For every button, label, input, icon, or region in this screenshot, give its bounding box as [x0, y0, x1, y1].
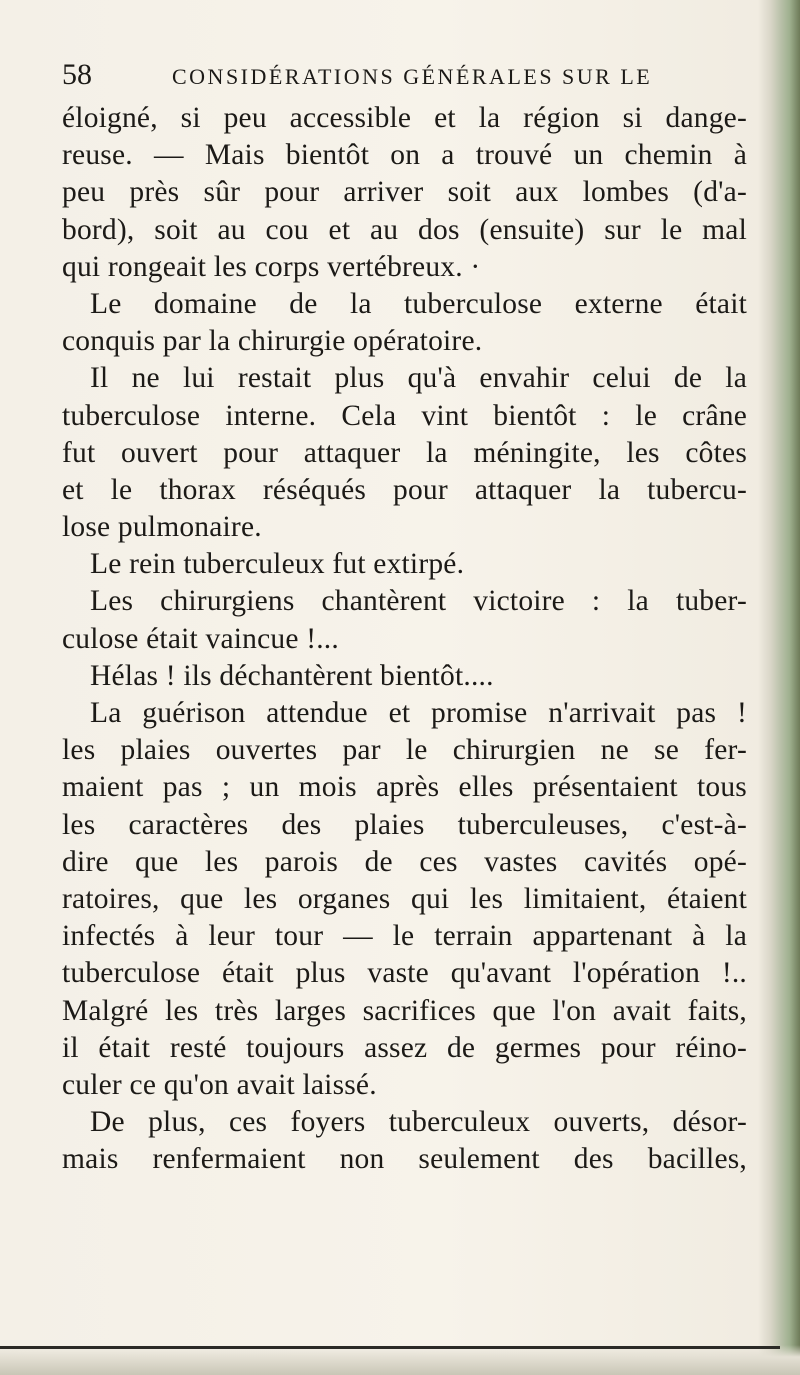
text-line: bord), soit au cou et au dos (ensuite) sur le mal	[62, 213, 747, 246]
text-line: culer ce qu'on avait laissé.	[62, 1068, 377, 1101]
text-line: reuse. — Mais bientôt on a trouvé un chemin à	[62, 139, 747, 172]
page-bottom-line	[0, 1346, 780, 1349]
text-line: les caractères des plaies tuberculeuses, c'est-à-	[62, 808, 747, 841]
text-line: tuberculose interne. Cela vint bientôt : le crâne	[62, 399, 747, 432]
page-header	[62, 58, 762, 92]
text-line: Malgré les très larges sacrifices que l'on avait faits,	[62, 994, 747, 1027]
text-line: Les chirurgiens chantèrent victoire : la tuber-	[90, 585, 747, 618]
text-line: ratoires, que les organes qui les limitaient, étaient	[62, 882, 747, 915]
text-line: Le domaine de la tuberculose externe était	[90, 287, 747, 320]
running-head: CONSIDÉRATIONS GÉNÉRALES SUR LE	[172, 64, 653, 89]
text-line: Hélas ! ils déchantèrent bientôt....	[90, 659, 494, 692]
text-line: Le rein tuberculeux fut extirpé.	[90, 548, 465, 581]
text-line: peu près sûr pour arriver soit aux lombes (d'a-	[62, 176, 747, 209]
text-line: Il ne lui restait plus qu'à envahir celui de la	[90, 362, 747, 395]
text-line: dire que les parois de ces vastes cavités opé-	[62, 845, 747, 878]
text-line: lose pulmonaire.	[62, 511, 262, 544]
text-line: il était resté toujours assez de germes pour réino-	[62, 1031, 747, 1064]
page-edge-shadow	[758, 0, 800, 1375]
text-line: conquis par la chirurgie opératoire.	[62, 325, 483, 358]
text-line: qui rongeait les corps vertébreux. ·	[62, 250, 481, 283]
text-line: fut ouvert pour attaquer la méningite, les côtes	[62, 436, 747, 469]
page-bottom-shadow	[0, 1345, 800, 1375]
text-line: De plus, ces foyers tuberculeux ouverts, désor-	[90, 1106, 747, 1139]
text-line: maient pas ; un mois après elles présentaient tous	[62, 771, 747, 804]
text-line: les plaies ouvertes par le chirurgien ne se fer-	[62, 734, 747, 767]
text-line: et le thorax réséqués pour attaquer la tubercu-	[62, 473, 747, 506]
text-line: éloigné, si peu accessible et la région si dange-	[62, 102, 747, 134]
page-number: 58	[62, 58, 92, 91]
text-line: infectés à leur tour — le terrain appartenant à la	[62, 920, 747, 953]
text-line: culose était vaincue !...	[62, 622, 339, 655]
text-line: tuberculose était plus vaste qu'avant l'opération !..	[62, 957, 747, 990]
body-text	[62, 100, 747, 1178]
text-line: La guérison attendue et promise n'arrivait pas !	[90, 697, 747, 729]
text-line: mais renfermaient non seulement des bacilles,	[62, 1143, 747, 1176]
